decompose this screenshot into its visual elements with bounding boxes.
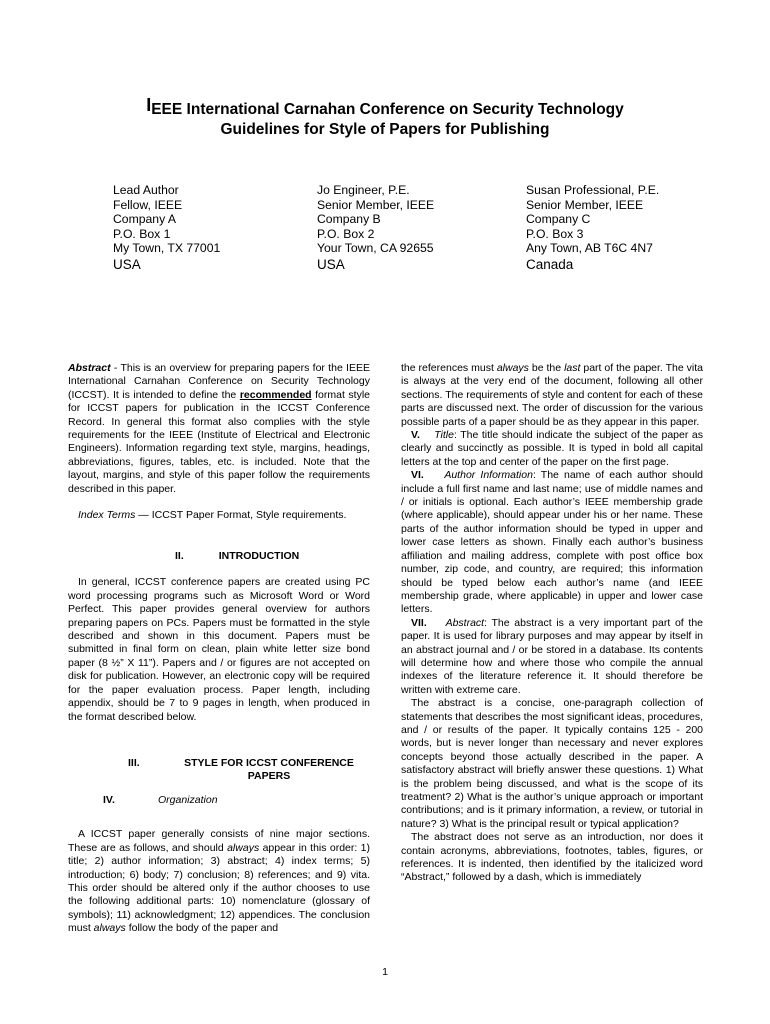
abstract-description-paragraph: The abstract is a concise, one-paragraph collection of statements that describes the most significant ideas, procedures, and / or results of the paper. It typically contains 125 - 200 words, but is never longer than necessary and never explores concepts beyond those actually described in the paper. A satisfactory abstract will briefly answer these questions. 1) What is the problem being discussed, and what is the scope of its treatment? 2) What is the author’s unique approach or important contributions; and is it primary information, a review, or tutorial in nature? 3) What is the principal result or typical application? xyxy=(401,697,703,830)
left-column xyxy=(68,362,370,936)
paper-title-line1: IEEE International Carnahan Conference on Security Technology xyxy=(146,95,624,118)
author-country: USA xyxy=(113,256,141,272)
author-town: Your Town, CA 92655 xyxy=(317,241,434,256)
page-number: 1 xyxy=(382,966,388,978)
abstract-section-paragraph: VII. Abstract: The abstract is a very important part of the paper. It is used for library purposes and may appear by itself in an abstract journal and / or be stored in a database. Its contents will determine how and where those who compile the annual indexes of the literature reference it. It should therefore be written with extreme care. xyxy=(401,616,703,696)
author-town: My Town, TX 77001 xyxy=(113,241,221,256)
parts-paragraph: the references must always be the last part of the paper. The vita is always at the very end of the document, following all other sections. The requirements of style and content for each of these parts are discussed next. The order of discussion for the various possible parts of a paper should be as they appear in this paper. xyxy=(401,362,703,428)
author-block-2 xyxy=(317,183,434,274)
author-grade: Senior Member, IEEE xyxy=(317,197,435,212)
subsection-heading-organization: IV. Organization xyxy=(103,793,218,806)
author-box: P.O. Box 3 xyxy=(526,226,584,241)
introduction-paragraph: In general, ICCST conference papers are created using PC word processing programs such as Microsoft Word or Word Perfect. This paper provides general overview for authors preparing papers on PCs. Papers must be formatted in the style described and shown in this document. Papers must be submitted in final form on clean, plain white letter size bond paper (8 ½” X 11”). Papers and / or figures are not accepted on disk for publication. However, an electronic copy will be required for the paper evaluation process. Paper length, including appendix, should be 7 to 9 pages in length, when produced in the format described below. xyxy=(68,576,370,723)
author-name: Jo Engineer, P.E. xyxy=(317,183,410,197)
author-town: Any Town, AB T6C 4N7 xyxy=(526,241,653,256)
author-block-3 xyxy=(526,183,659,274)
abstract-label: Abstract xyxy=(68,362,111,374)
index-terms: Index Terms — ICCST Paper Format, Style requirements. xyxy=(78,509,347,522)
author-company: Company C xyxy=(526,212,591,227)
author-name: Susan Professional, P.E. xyxy=(526,183,660,197)
recommended-word: recommended xyxy=(239,388,312,401)
author-company: Company A xyxy=(113,212,177,227)
author-country: USA xyxy=(317,256,345,272)
section-heading-introduction: II. INTRODUCTION xyxy=(175,549,300,562)
right-column xyxy=(401,362,703,885)
paper-title-line2: Guidelines for Style of Papers for Publishing xyxy=(220,121,550,138)
author-info-paragraph: VI. Author Information: The name of each author should include a full first name and last name; use of middle names and / or initials is optional. Each author’s IEEE membership grade (where applicable), should appear under his or her name. These parts of the author information should be typed in upper and lower case letters as shown. Finally each author’s business affiliation and mailing address, complete with post office box number, zip code, and country, are required; this information should be typed below each author’s name (and IEEE membership grade, where applicable) in upper and lower case letters. xyxy=(401,469,703,616)
author-box: P.O. Box 2 xyxy=(317,226,375,241)
abstract-format-paragraph: The abstract does not serve as an introduction, nor does it contain acronyms, abbreviations, footnotes, tables, figures, or references. It is indented, then identified by the italicized word “Abstract,” followed by a dash, which is immediately xyxy=(401,831,703,884)
author-country: Canada xyxy=(526,256,574,272)
author-grade: Senior Member, IEEE xyxy=(526,197,644,212)
abstract-paragraph: Abstract - This is an overview for preparing papers for the IEEE International Carnahan Conference on Security Technology (ICCST). It is intended to define the recommended format style for ICCST papers for publication in the ICCST Conference Record. In general this format also complies with the style requirements for the IEEE (Institute of Electrical and Electronic Engineers). Information regarding text style, margins, headings, abbreviations, figures, tables, etc. is included. Note that the layout, margins, and style of this paper follow the requirements described in this paper. xyxy=(68,362,371,495)
author-box: P.O. Box 1 xyxy=(113,226,171,241)
organization-paragraph: A ICCST paper generally consists of nine major sections. These are as follows, and should always appear in this order: 1) title; 2) author information; 3) abstract; 4) index terms; 5) introduction; 6) body; 7) conclusion; 8) references; and 9) vita. This order should be altered only if the author chooses to use the following additional parts: 10) nomenclature (glossary of symbols); 11) acknowledgment; 12) appendices. The conclusion must always follow the body of the paper and xyxy=(68,828,370,935)
author-company: Company B xyxy=(317,212,381,227)
title-initial: I xyxy=(146,95,152,115)
section-heading-style: III. STYLE FOR ICCST CONFERENCE PAPERS xyxy=(128,756,354,783)
author-name: Lead Author xyxy=(113,183,179,197)
author-block-1 xyxy=(113,183,220,274)
author-grade: Fellow, IEEE xyxy=(113,197,183,212)
title-section-paragraph: V. Title: The title should indicate the subject of the paper as clearly and succinctly as possible. It is typed in bold all capital letters at the top and center of the paper on the first page. xyxy=(401,429,703,468)
